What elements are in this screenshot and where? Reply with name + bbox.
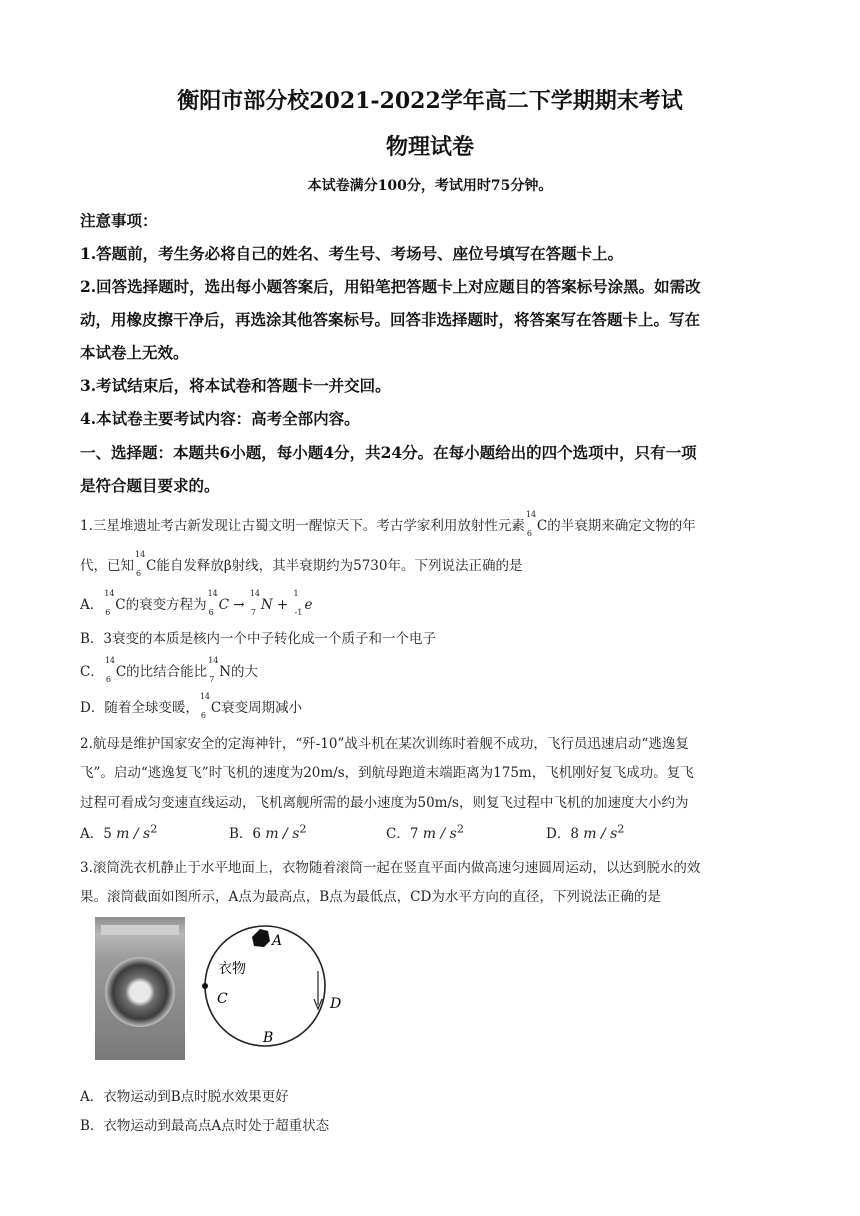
notes-heading: 注意事项： xyxy=(80,211,158,230)
drum-cross-section-diagram xyxy=(190,915,360,1055)
note-2-line-2: 动，用橡皮擦干净后，再选涂其他答案标号。回答非选择题时，将答案写在答题卡上。写在 xyxy=(80,310,701,329)
q3-option-b: B．衣物运动到最高点A点时处于超重状态 xyxy=(80,1118,330,1134)
section-heading-line-1: 一、选择题：本题共6小题，每小题4分，共24分。在每小题给出的四个选项中，只有一项 xyxy=(80,443,697,462)
q2-stem-line-3: 过程可看成匀变速直线运动，飞机离舰所需的最小速度为50m/s，则复飞过程中飞机的加速度大小约为 xyxy=(80,795,689,811)
q1-option-a: A． 14 6 C的衰变方程为 14 6 C → 14 7 N + 1 -1 e xyxy=(80,589,313,617)
drum-door xyxy=(105,957,175,1027)
isotope-c14: 14 6 xyxy=(525,510,537,538)
washing-machine-photo xyxy=(95,917,185,1060)
q1-stem-line-2: 代，已知 14 6 C能自发释放β射线，其半衰期约为5730年。下列说法正确的是 xyxy=(80,550,523,578)
label-c: C xyxy=(217,991,228,1007)
control-panel xyxy=(101,925,179,935)
q2-stem-line-2: 飞”。启动“逃逸复飞”时飞机的速度为20m/s，到航母跑道末端距离为175m，飞机刚好复飞成功。复飞 xyxy=(80,765,694,781)
q3-stem-line-1: 3.滚筒洗衣机静止于水平地面上，衣物随着滚筒一起在竖直平面内做高速匀速圆周运动，以达到脱水的效 xyxy=(80,860,701,876)
q2-option-c: C．7 m / $s^2$ xyxy=(386,822,464,842)
note-2-line-3: 本试卷上无效。 xyxy=(80,343,189,362)
q3-option-a: A．衣物运动到B点时脱水效果更好 xyxy=(80,1089,289,1105)
q1-option-b: B．3衰变的本质是核内一个中子转化成一个质子和一个电子 xyxy=(80,631,437,647)
label-a: A xyxy=(272,933,283,949)
q1-option-d: D．随着全球变暖， 14 6 C衰变周期减小 xyxy=(80,692,303,720)
isotope-c14: 14 6 xyxy=(135,550,146,578)
section-heading-line-2: 是符合题目要求的。 xyxy=(80,476,220,495)
q2-stem-line-1: 2.航母是维护国家安全的定海神针，“歼-10”战斗机在某次训练时着舰不成功，飞行员迅速启动“逃逸复 xyxy=(80,736,689,752)
q2-option-b: B．6 m / $s^2$ xyxy=(229,822,307,842)
point-c-dot xyxy=(202,983,208,989)
exam-info: 本试卷满分100分，考试用时75分钟。 xyxy=(307,178,553,194)
q1-stem-line-1: 1.三星堆遗址考古新发现让古蜀文明一醒惊天下。考古学家利用放射性元素 14 6 C的半衰期来确定文物的年 xyxy=(80,510,696,538)
paper-subtitle: 物理试卷 xyxy=(385,134,474,160)
q2-option-a: A．5 m / $s^2$ xyxy=(80,822,158,842)
q3-stem-line-2: 果。滚筒截面如图所示，A点为最高点，B点为最低点，CD为水平方向的直径，下列说法正确的是 xyxy=(80,889,661,905)
note-1: 1.答题前，考生务必将自己的姓名、考生号、考场号、座位号填写在答题卡上。 xyxy=(80,244,624,263)
note-4: 4.本试卷主要考试内容：高考全部内容。 xyxy=(80,409,360,428)
q2-option-d: D．8 m / $s^2$ xyxy=(546,822,625,842)
label-d: D xyxy=(330,996,342,1012)
label-b: B xyxy=(263,1030,274,1046)
label-cloth: 衣物 xyxy=(218,961,246,977)
q1-option-c: C． 14 6 C的比结合能比 14 7 N的大 xyxy=(80,656,258,684)
exam-title: 衡阳市部分校2021-2022学年高二下学期期末考试 xyxy=(177,88,683,114)
note-3: 3.考试结束后，将本试卷和答题卡一并交回。 xyxy=(80,376,391,395)
clothes-blob xyxy=(252,929,270,947)
note-2-line-1: 2.回答选择题时，选出每小题答案后，用铅笔把答题卡上对应题目的答案标号涂黑。如需改 xyxy=(80,277,701,296)
